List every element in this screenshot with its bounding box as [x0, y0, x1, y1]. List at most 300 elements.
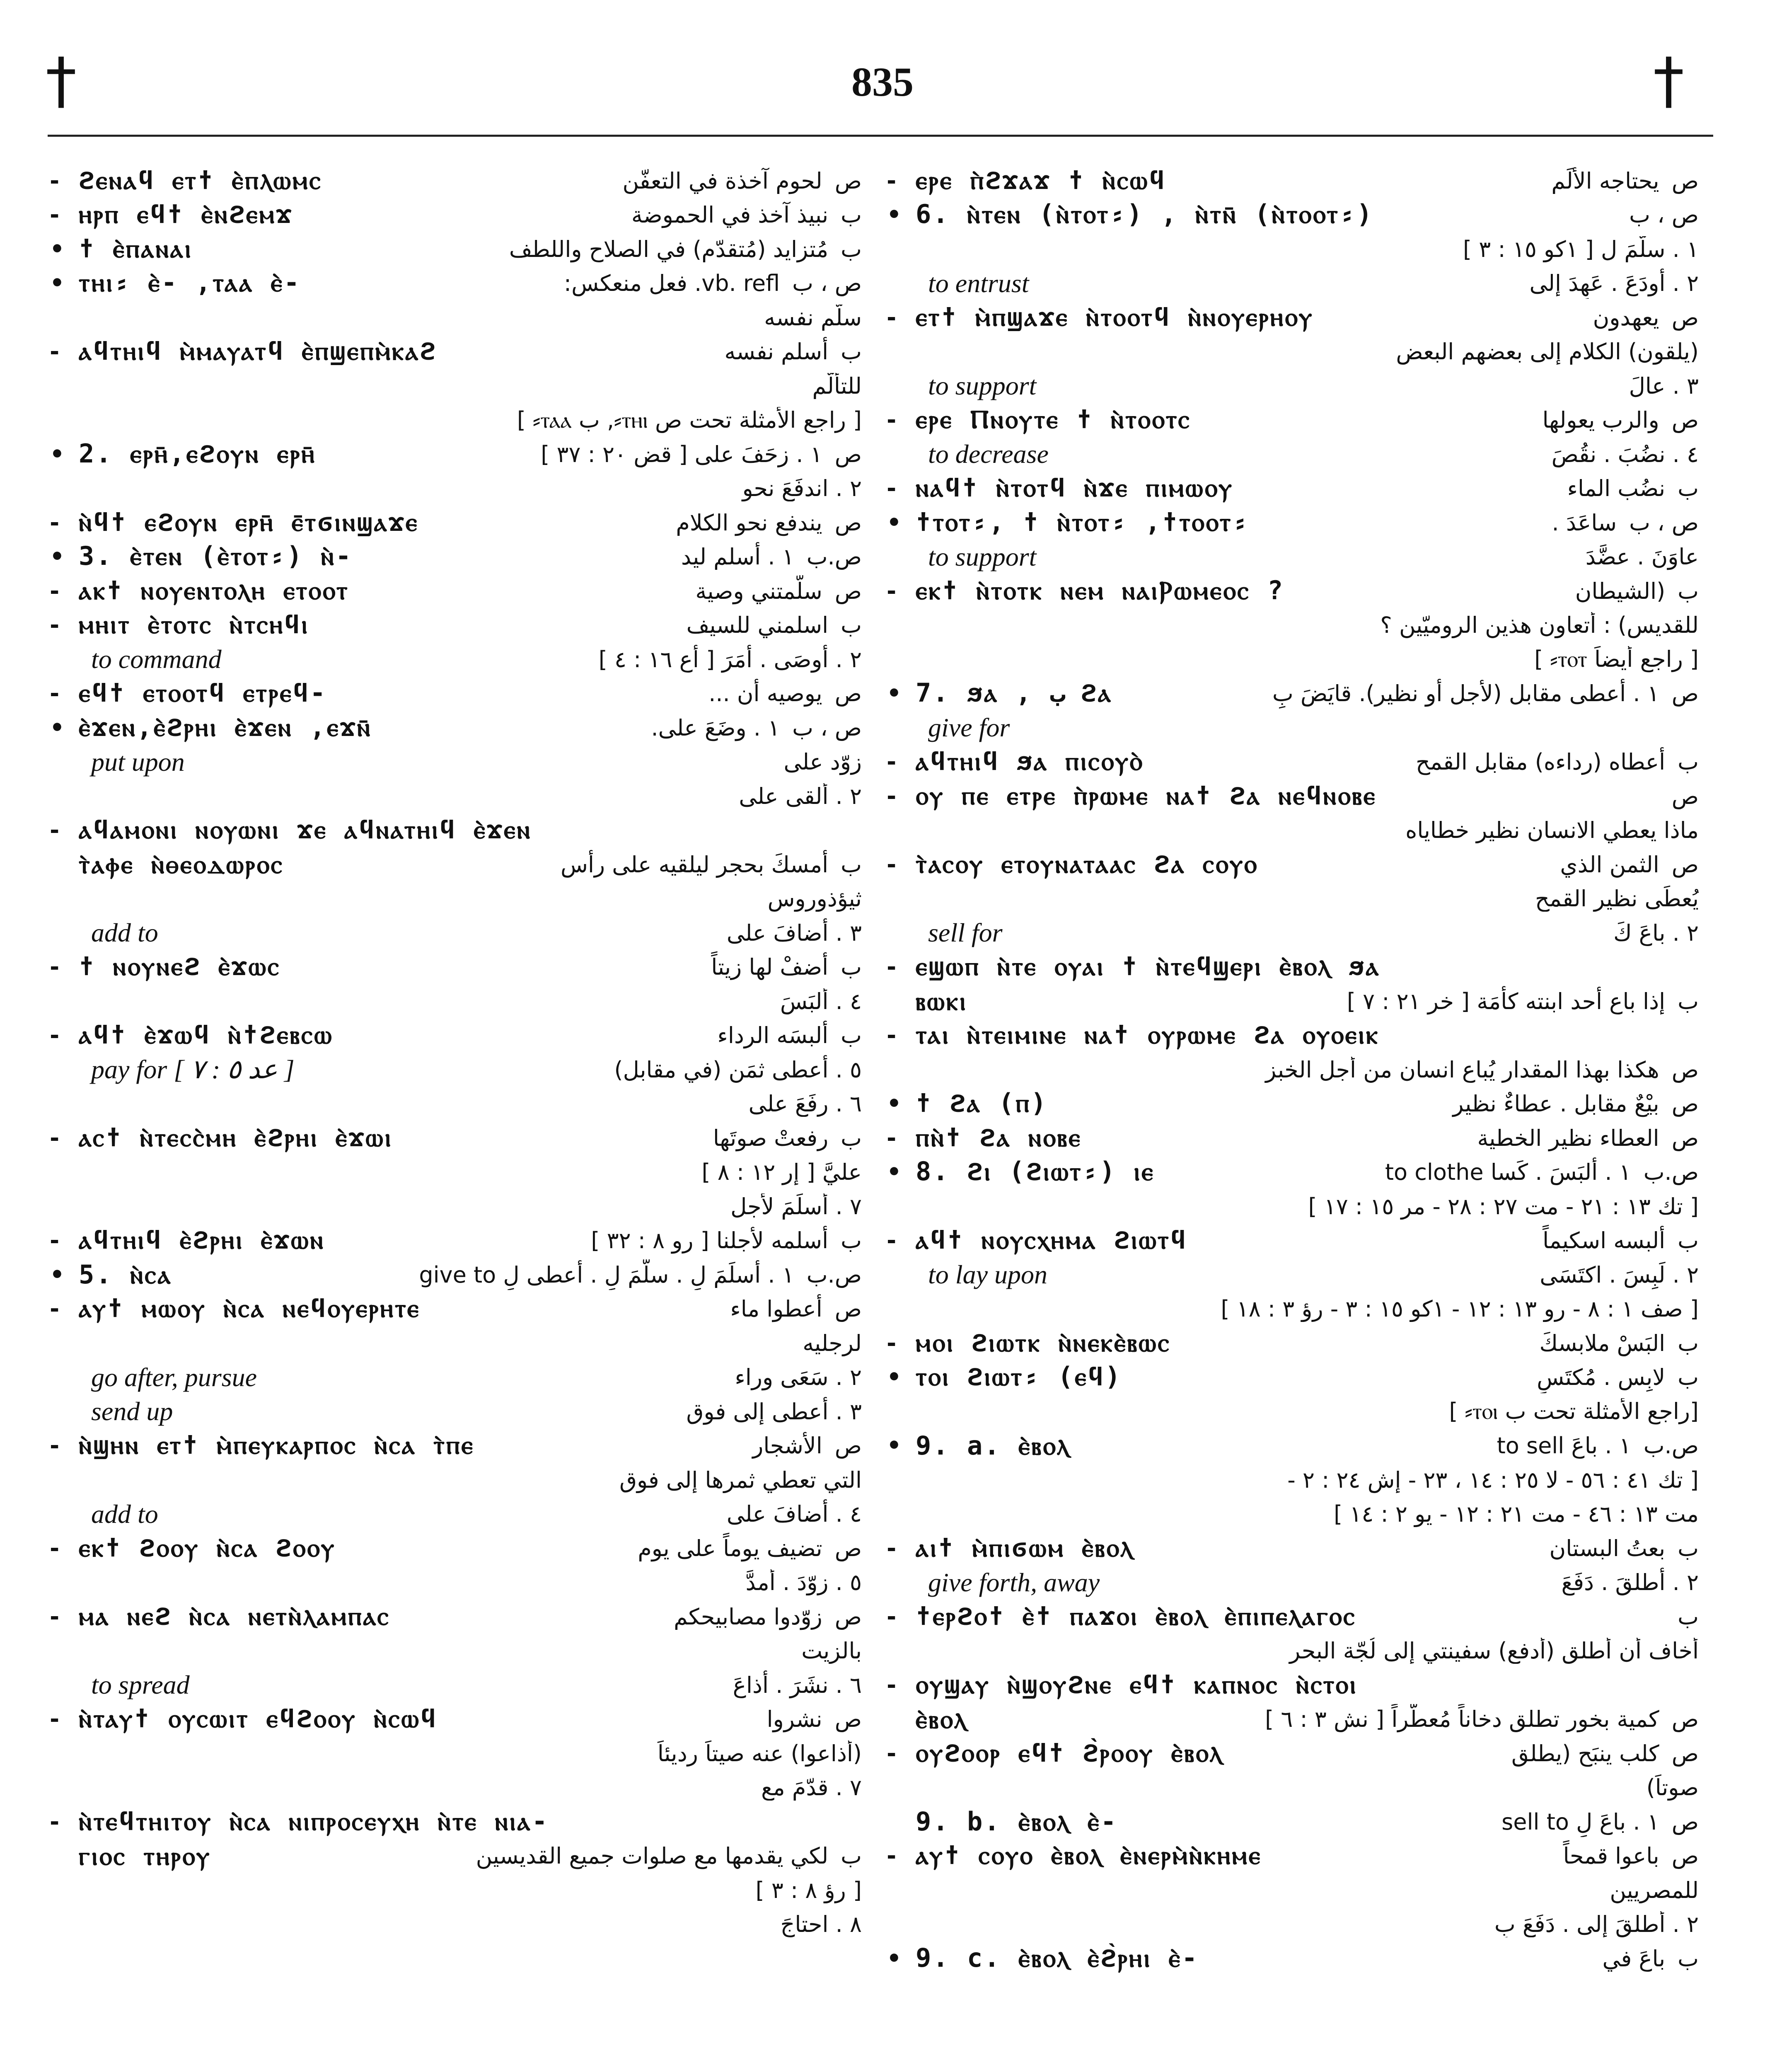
- arabic-gloss: ثيؤذوروس: [767, 886, 862, 912]
- arabic-gloss: ٢ . سَعَى وراء: [735, 1364, 862, 1391]
- arabic-gloss: ١ . باعَ to sell: [1497, 1433, 1631, 1459]
- entry-line: [50, 642, 862, 677]
- dash-marker: -: [50, 1535, 60, 1562]
- bullet-marker: •: [887, 1090, 902, 1118]
- dash-marker: -: [887, 577, 897, 605]
- coptic-term: ⲉⲕϯ ⲛ̀ⲧⲟⲧⲕ ⲛⲉⲙ ⲛⲁⲓⲢⲱⲙⲉⲟⲥ ?: [916, 575, 1285, 605]
- coptic-term: ⲉ̀ⲃⲟⲗ: [916, 1704, 968, 1734]
- entry-line: [887, 1668, 1699, 1702]
- entry-line: [887, 540, 1699, 574]
- entry-line: [887, 813, 1699, 848]
- entry-line: [887, 1087, 1699, 1121]
- arabic-gloss: مُتزايد (مُتقدّم) في الصلاح واللطف: [509, 236, 829, 262]
- dialect-tag: ص: [1671, 851, 1699, 878]
- coptic-term: ⲧⲏⲓ⸗ ⲉ̀- ,ⲧⲁⲁ ⲉ̀-: [79, 267, 301, 298]
- entry-line: [887, 745, 1699, 779]
- dash-marker: -: [50, 1022, 60, 1049]
- dash-marker: -: [887, 1603, 897, 1630]
- entry-line: [50, 1736, 862, 1771]
- arabic-gloss: بيْعٌ مقابل . عطاءٌ نظير: [1453, 1091, 1659, 1117]
- english-gloss: to entrust: [928, 268, 1029, 298]
- entry-line: [887, 369, 1699, 403]
- arabic-gloss: ١ . أسلم ليد: [681, 544, 794, 570]
- dash-marker: -: [887, 954, 897, 981]
- arabic-gloss: [ تك ٤١ : ٥٦ - لا ٢٥ : ١٤ ، ٢٣ - إش ٢٤ : ٢ -: [1287, 1467, 1699, 1493]
- entry-line: [50, 232, 862, 266]
- dialect-tag: ص ، ب: [792, 270, 862, 297]
- dash-marker: -: [887, 1842, 897, 1870]
- arabic-gloss: كلب ينبَح (يطلق: [1511, 1740, 1659, 1767]
- arabic-gloss: العطاء نظير الخطية: [1477, 1125, 1659, 1151]
- arabic-gloss: ١ . أسلَمَ لِ . سلّمَ لِ . أعطى لِ give to: [419, 1261, 794, 1288]
- entry-line: [50, 984, 862, 1019]
- coptic-term: ⲡⲛ̀ϯ ϩⲁ ⲛⲟⲃⲉ: [916, 1122, 1082, 1152]
- coptic-term: ⲧⲟⲓ ϩⲓⲱⲧ⸗ (ⲉϥ): [916, 1361, 1122, 1392]
- dash-marker: -: [887, 407, 897, 434]
- entry-line: [887, 1805, 1699, 1839]
- english-gloss: send up: [91, 1397, 173, 1426]
- dialect-tag: ص: [834, 509, 862, 536]
- entry-line: [887, 1497, 1699, 1532]
- arabic-gloss: البَسْ ملابسكَ: [1539, 1330, 1666, 1356]
- dialect-tag: ص: [834, 1535, 862, 1561]
- arabic-gloss: زوّدوا مصابيحكم: [674, 1603, 822, 1630]
- arabic-gloss: أمسكَ بحجر ليلقيه على رأس: [561, 851, 829, 878]
- dash-marker: -: [887, 1671, 897, 1699]
- entry-line: [887, 1702, 1699, 1737]
- dash-marker: -: [887, 304, 897, 331]
- dash-marker: -: [887, 1535, 897, 1562]
- entry-line: [50, 1292, 862, 1326]
- entry-line: [50, 1566, 862, 1600]
- coptic-term: 2. ⲉⲣⲏ̄,ⲉϩⲟⲩⲛ ⲉⲣⲏ̄: [79, 438, 316, 469]
- arabic-gloss: ٢ . أطلقَ . دَفَعَ: [1561, 1569, 1699, 1596]
- left-column: [50, 164, 862, 1941]
- dash-marker: -: [887, 475, 897, 502]
- english-gloss: to spread: [91, 1670, 190, 1700]
- entry-line: [887, 916, 1699, 950]
- dialect-tag: ب: [841, 612, 862, 639]
- bullet-marker: •: [50, 543, 65, 571]
- arabic-gloss: أخاف أن أطلق (أدفع) سفينتي إلى لُجّة البحر: [1289, 1638, 1699, 1664]
- dialect-tag: ص: [1671, 680, 1699, 707]
- dash-marker: -: [50, 954, 60, 981]
- dialect-tag: ب: [841, 1125, 862, 1151]
- bullet-marker: •: [887, 1364, 902, 1391]
- dialect-tag: ب: [1678, 749, 1699, 775]
- english-gloss: to command: [91, 644, 222, 674]
- coptic-term: ⲛ̀ϥϯ ⲉϩⲟⲩⲛ ⲉⲣⲏ̄ ⲉ̄ⲧϭⲓⲛϣⲁϫⲉ: [79, 506, 419, 537]
- entry-line: [887, 1155, 1699, 1190]
- dash-marker: -: [887, 1022, 897, 1049]
- arabic-gloss: ٧ . قدّمَ مع: [761, 1774, 862, 1801]
- dash-marker: -: [887, 1124, 897, 1152]
- arabic-gloss: اسلمني للسيف: [686, 612, 829, 639]
- entry-line: [50, 369, 862, 403]
- arabic-gloss: ساعَدَ .: [1552, 509, 1617, 536]
- entry-line: [50, 300, 862, 335]
- coptic-term: ⲁⲥϯ ⲛ̀ⲧⲉⲥⲥ̀ⲙⲏ ⲉ̀ϩⲣⲏⲓ ⲉ̀ϫⲱⲓ: [79, 1122, 393, 1152]
- dialect-tag: ب: [841, 236, 862, 262]
- arabic-gloss: ٥ . زوّدَ . أمدَّ: [745, 1569, 862, 1596]
- entry-line: [50, 198, 862, 232]
- dialect-tag: ص.ب: [1643, 1433, 1699, 1459]
- entry-line: [887, 1189, 1699, 1224]
- entry-line: [887, 608, 1699, 643]
- dialect-tag: ص: [1671, 1125, 1699, 1151]
- dialect-tag: ص: [834, 167, 862, 194]
- arabic-gloss: ٢ . أطلقَ إلى . دَفَعَ بِ: [1494, 1911, 1699, 1938]
- dash-marker: -: [50, 338, 60, 366]
- entry-line: [50, 164, 862, 198]
- coptic-term: ⲏⲣⲡ ⲉϥϯ ⲉ̀ⲛϩⲉⲙϫ: [79, 199, 293, 230]
- dialect-tag: ب: [1678, 1364, 1699, 1391]
- entry-line: [887, 1394, 1699, 1429]
- entry-line: [50, 608, 862, 643]
- arabic-gloss: vb. refl. فعل منعكس:: [563, 270, 780, 297]
- entry-line: [887, 677, 1699, 711]
- arabic-gloss: يوصيه أن ...: [708, 680, 822, 707]
- arabic-gloss: ٢ . لَبِسَ . اكتَسَى: [1540, 1261, 1699, 1288]
- dialect-tag: ص: [1671, 1056, 1699, 1083]
- coptic-term: ⲟⲩ ⲡⲉ ⲉⲧⲣⲉ ⲡ̀ⲣⲱⲙⲉ ⲛⲁϯ ϩⲁ ⲛⲉϥⲛⲟⲃⲉ: [916, 780, 1377, 811]
- arabic-gloss: (الشيطان: [1575, 578, 1666, 604]
- dialect-tag: ص.ب: [806, 1261, 862, 1288]
- arabic-gloss: زوّد على: [783, 749, 862, 775]
- arabic-gloss: والرب يعولها: [1542, 407, 1659, 433]
- arabic-gloss: ٦ . رفَعَ على: [748, 1091, 862, 1117]
- dialect-tag: ص: [1671, 167, 1699, 194]
- dash-marker: -: [50, 1808, 60, 1835]
- entry-line: [887, 950, 1699, 985]
- arabic-gloss: التي تعطي ثمرها إلى فوق: [619, 1467, 862, 1493]
- english-gloss: give for: [928, 713, 1010, 743]
- coptic-term: ϩⲉⲛⲁϥ ⲉⲧϯ ⲉ̀ⲡⲗⲱⲙⲥ: [79, 165, 322, 195]
- dialect-tag: ص: [834, 1433, 862, 1459]
- coptic-term: ϯ ⲛⲟⲩⲛⲉϩ ⲉ̀ϫⲱⲥ: [79, 951, 281, 982]
- dialect-tag: ص: [1671, 407, 1699, 433]
- arabic-gloss: صوتاً): [1646, 1774, 1699, 1801]
- dialect-tag: ص: [1671, 1843, 1699, 1869]
- arabic-gloss: ٤ . نضُبَ . نقُصَ: [1551, 441, 1699, 467]
- arabic-gloss: [راجع الأمثلة تحت ب ⲧⲟⲓ⸗ ]: [1449, 1398, 1699, 1425]
- english-gloss: give forth, away: [928, 1567, 1100, 1597]
- arabic-gloss: مت ١٣ : ٤٦ - مت ٢١ : ١٢ - يو ٢ : ١٤ ]: [1334, 1501, 1699, 1527]
- entry-line: [50, 1087, 862, 1121]
- entry-line: [50, 1121, 862, 1155]
- arabic-gloss: لكي يقدمها مع صلوات جميع القديسين: [476, 1843, 829, 1869]
- english-gloss: put upon: [91, 747, 185, 777]
- entry-line: [50, 1189, 862, 1224]
- entry-line: [50, 677, 862, 711]
- dialect-tag: ص: [834, 1603, 862, 1630]
- dialect-tag: ص: [834, 441, 862, 467]
- coptic-term: ϯⲧⲟⲧ⸗, ϯ ⲛ̀ⲧⲟⲧ⸗ ,ϯⲧⲟⲟⲧ⸗: [916, 506, 1250, 537]
- bullet-marker: •: [887, 1945, 902, 1972]
- entry-line: [50, 574, 862, 608]
- entry-line: [887, 1019, 1699, 1053]
- arabic-gloss: سلّمتني وصية: [695, 578, 822, 604]
- coptic-term: ⲉ̀ϫⲉⲛ,ⲉ̀ϩⲣⲏⲓ ⲉ̀ϫⲉⲛ ,ⲉϫⲛ̄: [79, 712, 372, 742]
- arabic-gloss: ١ . زحَفَ على [ قض ٢٠ : ٣٧ ]: [541, 441, 822, 467]
- coptic-term: ⲧ̀ⲁⲫⲉ ⲛ̀ⲑⲉⲟⲇⲱⲣⲟⲥ: [79, 849, 284, 880]
- arabic-gloss: الثمن الذي: [1560, 851, 1659, 878]
- coptic-term: ⲁϥⲧⲏⲓϥ ⲙ̀ⲙⲁⲩⲁⲧϥ ⲉ̀ⲡϣⲉⲡⲙ̀ⲕⲁϩ: [79, 336, 437, 366]
- bullet-marker: •: [50, 270, 65, 297]
- arabic-gloss: ٦ . نشَرَ . أذاعَ: [733, 1672, 862, 1698]
- entry-line: [50, 1019, 862, 1053]
- dash-marker: -: [50, 1706, 60, 1733]
- entry-line: [50, 540, 862, 574]
- arabic-gloss: ٥ . أعطى ثمَن (في مقابل): [614, 1056, 862, 1083]
- arabic-gloss: الأشجار: [752, 1433, 822, 1459]
- dash-marker: -: [50, 577, 60, 605]
- dialect-tag: ب: [1678, 1330, 1699, 1356]
- english-gloss: to lay upon: [928, 1260, 1047, 1290]
- entry-line: [50, 1497, 862, 1532]
- entry-line: [887, 335, 1699, 369]
- arabic-gloss: هكذا بهذا المقدار يُباع انسان من أجل الخبز: [1265, 1056, 1659, 1083]
- entry-line: [50, 1053, 862, 1087]
- coptic-term: 6. ⲛ̀ⲧⲉⲛ (ⲛ̀ⲧⲟⲧ⸗) , ⲛ̀ⲧⲛ̄ (ⲛ̀ⲧⲟⲟⲧ⸗): [916, 199, 1374, 230]
- coptic-term: ⲙⲁ ⲛⲉϩ ⲛ̀ⲥⲁ ⲛⲉⲧⲛ̀ⲗⲁⲙⲡⲁⲥ: [79, 1600, 390, 1631]
- bullet-marker: •: [50, 441, 65, 468]
- arabic-gloss: ١ . ألبَسَ . كَسا to clothe: [1385, 1159, 1631, 1186]
- entry-line: [50, 335, 862, 369]
- entry-line: [50, 1600, 862, 1634]
- coptic-term: ⲁⲩϯ ⲥⲟⲩⲟ ⲉ̀ⲃⲟⲗ ⲉ̀ⲛⲉⲣⲙ̀ⲛ̀ⲕⲏⲙⲉ: [916, 1840, 1262, 1871]
- arabic-gloss: ٣ . أضافَ على: [726, 920, 862, 946]
- coptic-term: 9. b. ⲉ̀ⲃⲟⲗ ⲉ̀-: [916, 1806, 1118, 1837]
- entry-line: [887, 1873, 1699, 1907]
- dash-marker: -: [50, 817, 60, 844]
- entry-line: [887, 232, 1699, 266]
- dialect-tag: ب: [841, 851, 862, 878]
- dialect-tag: ب: [1678, 1603, 1699, 1630]
- entry-line: [887, 984, 1699, 1019]
- arabic-gloss: ماذا يعطي الانسان نظير خطاياه: [1405, 817, 1699, 844]
- arabic-gloss: بالزيت: [801, 1638, 862, 1664]
- coptic-term: ⲁϥϯ ⲉ̀ϫⲱϥ ⲛ̀ϯϩⲉⲃⲥⲱ: [79, 1019, 334, 1050]
- dash-marker: -: [887, 1740, 897, 1767]
- arabic-gloss: أضفْ لها زيتاً: [711, 954, 829, 980]
- arabic-gloss: ألبسه اسكيماً: [1543, 1227, 1666, 1254]
- dialect-tag: ب: [841, 1022, 862, 1049]
- arabic-gloss: باعَ في: [1602, 1945, 1666, 1972]
- entry-line: [50, 1258, 862, 1292]
- arabic-gloss: ألبسَه الرداء: [717, 1022, 829, 1049]
- dash-marker: -: [50, 1124, 60, 1152]
- arabic-gloss: [ راجع أيضاً ⲧⲟⲧ⸗ ]: [1534, 646, 1699, 673]
- coptic-term: ⲉⲧϯ ⲙ̀ⲡϣⲁϫⲉ ⲛ̀ⲧⲟⲟⲧϥ ⲛ̀ⲛⲟⲩⲉⲣⲏⲟⲩ: [916, 301, 1314, 332]
- arabic-gloss: ٢ . أودَعَ . عَهِدَ إلى: [1529, 270, 1699, 297]
- bullet-marker: •: [50, 235, 65, 263]
- arabic-gloss: [ صف ١ : ٨ - رو ١٣ : ١٢ - ١كو ١٥ : ٣ - رؤ ٣ : ١٨ ]: [1221, 1296, 1699, 1322]
- english-gloss: add to: [91, 918, 158, 948]
- entry-line: [50, 1394, 862, 1429]
- entry-line: [50, 1463, 862, 1497]
- dialect-tag: ص ، ب: [792, 714, 862, 741]
- arabic-gloss: نشروا: [766, 1706, 822, 1733]
- arabic-gloss: باعوا قمحاً: [1563, 1843, 1659, 1869]
- dialect-tag: ب: [1678, 988, 1699, 1014]
- entry-line: [50, 1805, 862, 1839]
- entry-line: [887, 1839, 1699, 1874]
- coptic-term: ⲧ̀ⲁⲥⲟⲩ ⲉⲧⲟⲩⲛⲁⲧⲁⲁⲥ ϩⲁ ⲥⲟⲩⲟ: [916, 848, 1258, 879]
- header-divider: [48, 135, 1713, 137]
- dialect-tag: ص: [834, 1296, 862, 1322]
- dialect-tag: ص: [834, 680, 862, 707]
- coptic-term: ⲛⲁϥϯ ⲛ̀ⲧⲟⲧϥ ⲛ̀ϫⲉ ⲡⲓⲙⲱⲟⲩ: [916, 472, 1234, 503]
- arabic-gloss: بعتُ البستان: [1549, 1535, 1666, 1561]
- arabic-gloss: عاوَنَ . عضَّدَ: [1585, 544, 1699, 570]
- coptic-term: ⲛ̀ϣⲏⲛ ⲉⲧϯ ⲙ̀ⲡⲉⲩⲕⲁⲣⲡⲟⲥ ⲛ̀ⲥⲁ ⲧ̀ⲡⲉ: [79, 1430, 475, 1460]
- arabic-gloss: ٢ . أوصَى . أمَرَ [ أع ١٦ : ٤ ]: [598, 646, 862, 673]
- arabic-gloss: لرجليه: [803, 1330, 862, 1356]
- entry-line: [887, 1121, 1699, 1155]
- dialect-tag: ب: [1678, 475, 1699, 502]
- page-number: 835: [851, 59, 914, 105]
- dialect-tag: ب: [841, 1227, 862, 1254]
- english-gloss: go after, pursue: [91, 1362, 257, 1392]
- entry-line: [887, 1292, 1699, 1326]
- coptic-term: ⲉϥϯ ⲉⲧⲟⲟⲧϥ ⲉⲧⲣⲉϥ-: [79, 678, 327, 708]
- arabic-gloss: لحوم آخذة في التعفّن: [622, 167, 822, 194]
- arabic-gloss: لابِس . مُكتَسٍ: [1537, 1364, 1666, 1391]
- arabic-gloss: أعطاه (رداءه) مقابل القمح: [1415, 749, 1666, 775]
- coptic-term: ⲅⲓⲟⲥ ⲧⲏⲣⲟⲩ: [79, 1840, 211, 1871]
- dialect-tag: ب: [841, 339, 862, 365]
- dash-marker: -: [887, 1329, 897, 1357]
- entry-line: [50, 882, 862, 916]
- entry-line: [887, 1224, 1699, 1258]
- entry-line: [50, 1873, 862, 1907]
- arabic-gloss: ١ . وضَعَ على.: [651, 714, 780, 741]
- coptic-term: ϯⲉⲣϩⲟϯ ⲉ̀ϯ ⲡⲁϫⲟⲓ ⲉ̀ⲃⲟⲗ ⲉ̀ⲡⲓⲡⲉⲗⲁⲅⲟⲥ: [916, 1600, 1356, 1631]
- entry-line: [887, 1326, 1699, 1360]
- entry-line: [887, 472, 1699, 506]
- dialect-tag: ص ، ب: [1629, 202, 1699, 228]
- english-gloss: sell for: [928, 918, 1003, 948]
- dialect-tag: ب: [1678, 578, 1699, 604]
- arabic-gloss: (أذاعوا) عنه صيتاً رديئاً: [657, 1740, 862, 1767]
- dash-marker: -: [50, 201, 60, 229]
- arabic-gloss: يندفع نحو الكلام: [676, 509, 822, 536]
- entry-line: [887, 198, 1699, 232]
- arabic-gloss: نضُب الماء: [1567, 475, 1666, 502]
- coptic-term: ⲉⲕϯ ϩⲟⲟⲩ ⲛ̀ⲥⲁ ϩⲟⲟⲩ: [79, 1532, 336, 1563]
- dash-marker: -: [50, 1603, 60, 1630]
- coptic-term: 7. ϧⲁ , ب ϩⲁ: [916, 678, 1112, 708]
- arabic-gloss: ١ . سلّمَ لِ [ ١كو ١٥ : ٣ ]: [1463, 236, 1699, 262]
- dash-marker: -: [50, 1227, 60, 1254]
- dialect-tag: ب: [841, 1843, 862, 1869]
- dash-marker: -: [50, 167, 60, 194]
- cross-icon-right: †: [1653, 45, 1684, 117]
- arabic-gloss: نبيذ آخذ في الحموضة: [631, 202, 829, 228]
- coptic-term: 9. a. ⲉ̀ⲃⲟⲗ: [916, 1430, 1071, 1461]
- entry-line: [887, 847, 1699, 882]
- bullet-marker: •: [887, 1432, 902, 1460]
- coptic-term: ⲙⲏⲓⲧ ⲉ̀ⲧⲟⲧⲥ ⲛ̀ⲧⲥⲏϥⲓ: [79, 609, 309, 640]
- dash-marker: -: [50, 509, 60, 536]
- dialect-tag: ص: [834, 578, 862, 604]
- bullet-marker: •: [887, 680, 902, 707]
- arabic-gloss: للقديس) : أتعاون هذين الروميّين ؟: [1380, 612, 1699, 639]
- right-column: [887, 164, 1699, 1976]
- entry-line: [887, 1053, 1699, 1087]
- page-header: [0, 0, 1765, 137]
- dash-marker: -: [50, 680, 60, 707]
- arabic-gloss: [ تك ١٣ : ٢١ - مت ٢٧ : ٢٨ - مر ١٥ : ١٧ ]: [1308, 1193, 1699, 1220]
- entry-line: [887, 711, 1699, 745]
- entry-line: [50, 1702, 862, 1737]
- entry-line: [50, 1668, 862, 1702]
- arabic-gloss: كمية بخور تطلق دخاناً مُعطّراً [ نش ٣ : ٦ ]: [1265, 1706, 1659, 1733]
- dash-marker: -: [887, 782, 897, 810]
- arabic-gloss: إذا باع أحد ابنته كأمَة [ خر ٢١ : ٧ ]: [1347, 988, 1666, 1014]
- arabic-gloss: ٢ . اندفَعَ نحو: [742, 475, 862, 502]
- arabic-gloss: ٣ . عالَ: [1629, 373, 1699, 399]
- dash-marker: -: [887, 167, 897, 194]
- bullet-marker: •: [887, 509, 902, 536]
- coptic-term: ⲟⲩϩⲟⲟⲣ ⲉϥϯ ϩ̀ⲣⲟⲟⲩ ⲉ̀ⲃⲟⲗ: [916, 1737, 1223, 1768]
- entry-line: [50, 506, 862, 540]
- dialect-tag: ص.ب: [806, 544, 862, 570]
- arabic-gloss: ٢ . ألقى على: [739, 783, 862, 809]
- arabic-gloss: ٨ . احتاجَ: [780, 1911, 862, 1938]
- arabic-gloss: (يلقون) الكلام إلى بعضهم البعض: [1396, 339, 1699, 365]
- dialect-tag: ب: [1678, 1945, 1699, 1972]
- english-gloss: to support: [928, 542, 1037, 571]
- entry-line: [50, 1429, 862, 1463]
- entry-line: [50, 1839, 862, 1874]
- coptic-term: ⲁϥⲧⲏⲓϥ ⲉ̀ϩⲣⲏⲓ ⲉ̀ϫⲱⲛ: [79, 1225, 325, 1255]
- dash-marker: -: [50, 612, 60, 639]
- coptic-term: ⲉⲣⲉ Ⲡⲛⲟⲩⲧⲉ ϯ ⲛ̀ⲧⲟⲟⲧⲥ: [916, 404, 1191, 435]
- coptic-term: 3. ⲉ̀ⲧⲉⲛ (ⲉ̀ⲧⲟⲧ⸗) ⲛ̀-: [79, 541, 353, 571]
- coptic-term: ⲁϥⲧⲏⲓϥ ϧⲁ ⲡⲓⲥⲟⲩⲟ̀: [916, 746, 1144, 777]
- entry-line: [887, 1736, 1699, 1771]
- entry-line: [887, 1907, 1699, 1942]
- coptic-term: ⲁϥⲁⲙⲟⲛⲓ ⲛⲟⲩⲱⲛⲓ ϫⲉ ⲁϥⲛⲁⲧⲏⲓϥ ⲉ̀ϫⲉⲛ: [79, 814, 532, 845]
- arabic-gloss: أسلم نفسه: [724, 339, 829, 365]
- entry-line: [50, 1907, 862, 1942]
- english-gloss: pay for [ عد ٥ : ٧ ]: [91, 1055, 295, 1084]
- coptic-term: ⲁϥϯ ⲛⲟⲩⲥⲭⲏⲙⲁ ϩⲓⲱⲧϥ: [916, 1225, 1187, 1255]
- entry-line: [50, 403, 862, 438]
- coptic-term: ⲉϣⲱⲡ ⲛ̀ⲧⲉ ⲟⲩⲁⲓ ϯ ⲛ̀ⲧⲉϥϣⲉⲣⲓ ⲉ̀ⲃⲟⲗ ϧⲁ: [916, 951, 1381, 982]
- dialect-tag: ص.ب: [1643, 1159, 1699, 1186]
- entry-line: [50, 813, 862, 848]
- dash-marker: -: [887, 851, 897, 878]
- coptic-term: ⲁⲕϯ ⲛⲟⲩⲉⲛⲧⲟⲗⲏ ⲉⲧⲟⲟⲧ: [79, 575, 349, 605]
- coptic-term: ϯ ⲉ̀ⲡⲁⲛⲁⲓ: [79, 233, 193, 264]
- entry-line: [887, 1600, 1699, 1634]
- coptic-term: ⲛ̀ⲧⲁⲩϯ ⲟⲩⲥⲱⲓⲧ ⲉϥϩⲟⲟⲩ ⲛ̀ⲥⲱϥ: [79, 1703, 438, 1734]
- entry-line: [50, 1224, 862, 1258]
- dash-marker: -: [50, 1295, 60, 1323]
- arabic-gloss: يعهدون: [1593, 304, 1659, 331]
- entry-line: [50, 1155, 862, 1190]
- coptic-term: 8. ϩⲓ (ϩⲓⲱⲧ⸗) ⲓⲉ: [916, 1156, 1155, 1187]
- english-gloss: to decrease: [928, 439, 1049, 469]
- arabic-gloss: ١ . أعطى مقابل (لأجل أو نظير). قايَضَ بِ: [1272, 680, 1659, 707]
- entry-line: [887, 506, 1699, 540]
- entry-line: [887, 1771, 1699, 1805]
- coptic-term: ⲉⲣⲉ ⲡ̀ϩϫⲁϫ ϯ ⲛ̀ⲥⲱϥ: [916, 165, 1166, 195]
- arabic-gloss: سلّم نفسه: [764, 304, 862, 331]
